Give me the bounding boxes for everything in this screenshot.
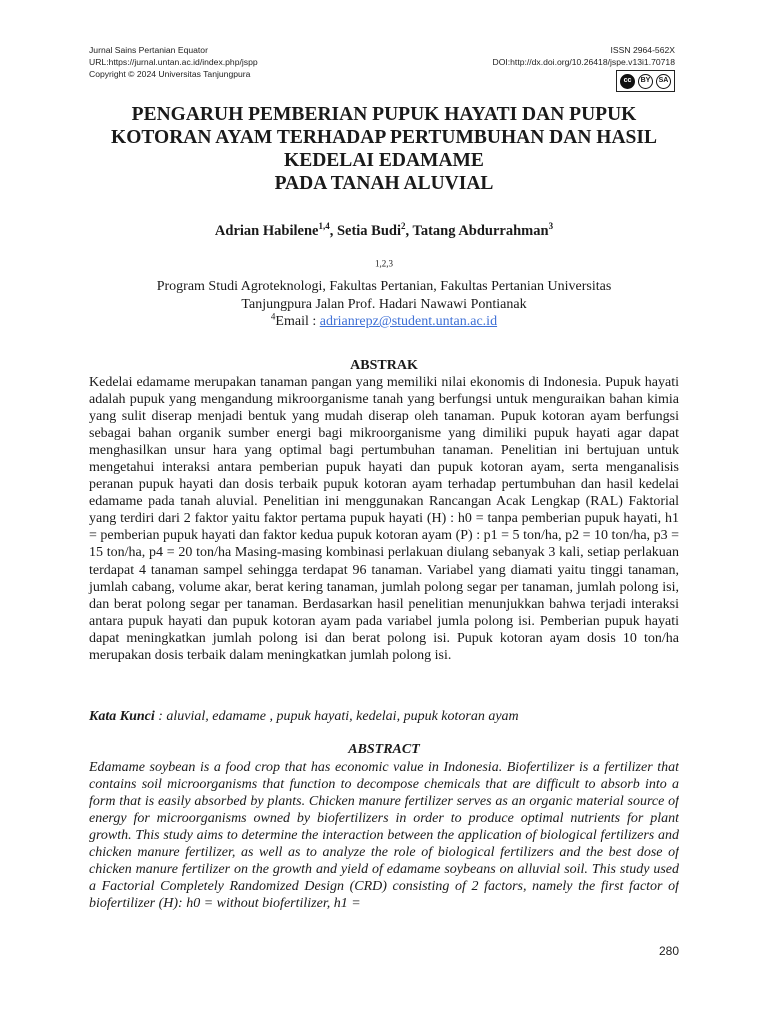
abstract-body: Edamame soybean is a food crop that has economic value in Indonesia. Biofertilizer is a fertilizer that contains soil microorganisms that function to decompose chemicals that are difficult to absorb into a form that is easily absorbed by plants. Chicken manure fertilizer serves as an organic material source of energy for microorganisms owned by biofertilizers in order to produce optimal nutrients for plant growth. This study aims to determine the interaction between the application of biological fertilizers and chicken manure fertilizer, as well as to analyze the role of biological fertilizers and the best dose of chicken manure fertilizer on the growth and yield of edamame soybeans on alluvial soil. This study used a Factorial Completely Randomized Design (CRD) consisting of 2 factors, namely the first factor of biofertilizer (H): h0 = without biofertilizer, h1 = [89, 760, 679, 912]
abstrak-body: Kedelai edamame merupakan tanaman pangan yang memiliki nilai ekonomis di Indonesia. Pupuk hayati adalah pupuk yang mengandung mikroorganisme tanah yang berfungsi untuk menguraikan bahan kimia yang sulit diserap menjadi bentuk yang mudah diserap oleh tanaman. Pupuk kotoran ayam berfungsi sebagai bahan organik sumber energi bagi mikroorganisme yang dimiliki pupuk hayati agar dapat menghasilkan unsur hara yang optimal bagi pertumbuhan tanaman. Penelitian ini bertujuan untuk mengetahui interaksi antara pemberian pupuk hayati dan pupuk kotoran ayam, serta menganalisis peranan pupuk hayati dan dosis terbaik pupuk kotoran ayam terhadap pertumbuhan dan hasil kedelai edamame pada tanah aluvial. Penelitian ini menggunakan Rancangan Acak Lengkap (RAL) Faktorial yang terdiri dari 2 faktor yaitu faktor pertama pupuk hayati (H) : h0 = tanpa pemberian pupuk hayati, h1 = pemberian pupuk hayati dan faktor kedua pupuk kotoran ayam (P) : p1 = 5 ton/ha, p2 = 10 ton/ha, p3 = 15 ton/ha, p4 = 20 ton/ha Masing-masing kombinasi perlakuan diulang sebanyak 3 kali, setiap perlakuan terdapat 4 tanaman sampel sehingga terdapat 96 tanaman. Variabel yang diamati yaitu tinggi tanaman, jumlah cabang, volume akar, berat kering tanaman, jumlah polong segar per tanaman, jumlah polong isi, dan berat polong segar per tanaman. Berdasarkan hasil penelitian menunjukkan bahwa terjadi interaksi antara pupuk hayati dan pupuk kotoran ayam pada variabel jumla polong isi. Pemberian pupuk hayati dapat meningkatkan jumlah polong isi dan berat polong isi. Pupuk kotoran ayam dosis 10 ton/ha merupakan dosis terbaik dalam meningkatkan jumlah polong isi. [89, 375, 679, 663]
affiliation [89, 260, 679, 314]
email-marker: 4 [270, 311, 276, 322]
keywords-label: Kata Kunci [89, 709, 155, 724]
author-affiliation-marker: 2 [401, 221, 406, 232]
creative-commons-license-badge[interactable] [616, 70, 675, 92]
author-separator: , [329, 223, 337, 239]
journal-header-right [492, 44, 675, 92]
copyright-notice: Copyright © 2024 Universitas Tanjungpura [89, 69, 251, 79]
page-number: 280 [658, 944, 679, 958]
journal-url: URL:https://jurnal.untan.ac.id/index.php/jspp [89, 57, 258, 67]
title-line: PENGARUH PEMBERIAN PUPUK HAYATI DAN PUPUK [131, 104, 637, 125]
author-separator: , [405, 223, 413, 239]
journal-header-left [89, 44, 258, 80]
keywords [89, 709, 679, 725]
keywords-text: : aluvial, edamame , pupuk hayati, kedelai, pupuk kotoran ayam [154, 709, 519, 724]
title-line: PADA TANAH ALUVIAL [274, 173, 494, 194]
affiliation-marker: 1,2,3 [375, 258, 393, 269]
abstract-heading: ABSTRACT [348, 742, 420, 757]
abstrak-heading: ABSTRAK [350, 358, 418, 373]
paper-title [89, 103, 679, 195]
corresponding-email [89, 311, 679, 330]
issn: ISSN 2964-562X [610, 45, 675, 55]
affiliation-text: Program Studi Agroteknologi, Fakultas Pertanian, Fakultas Pertanian Universitas [156, 279, 612, 294]
author-name: Setia Budi [336, 223, 402, 239]
attribution-icon: BY [638, 74, 653, 89]
author-list [89, 223, 679, 240]
cc-logo-icon: cc [620, 74, 635, 89]
title-line: KEDELAI EDAMAME [284, 150, 484, 171]
author-name: Adrian Habilene [214, 223, 319, 239]
author-affiliation-marker: 1,4 [318, 221, 330, 232]
share-alike-icon: SA [656, 74, 671, 89]
affiliation-line-2: Tanjungpura Jalan Prof. Hadari Nawawi Pontianak [241, 297, 527, 312]
doi-link[interactable]: DOI:http://dx.doi.org/10.26418/jspe.v13i1.70718 [492, 57, 675, 67]
email-link[interactable]: adrianrepz@student.untan.ac.id [319, 314, 498, 329]
journal-name: Jurnal Sains Pertanian Equator [89, 45, 208, 55]
author-affiliation-marker: 3 [548, 221, 554, 232]
affiliation-line-1 [89, 260, 679, 296]
email-label: Email : [275, 314, 320, 329]
author-name: Tatang Abdurrahman [412, 223, 549, 239]
title-line: KOTORAN AYAM TERHADAP PERTUMBUHAN DAN HASIL [111, 127, 657, 148]
